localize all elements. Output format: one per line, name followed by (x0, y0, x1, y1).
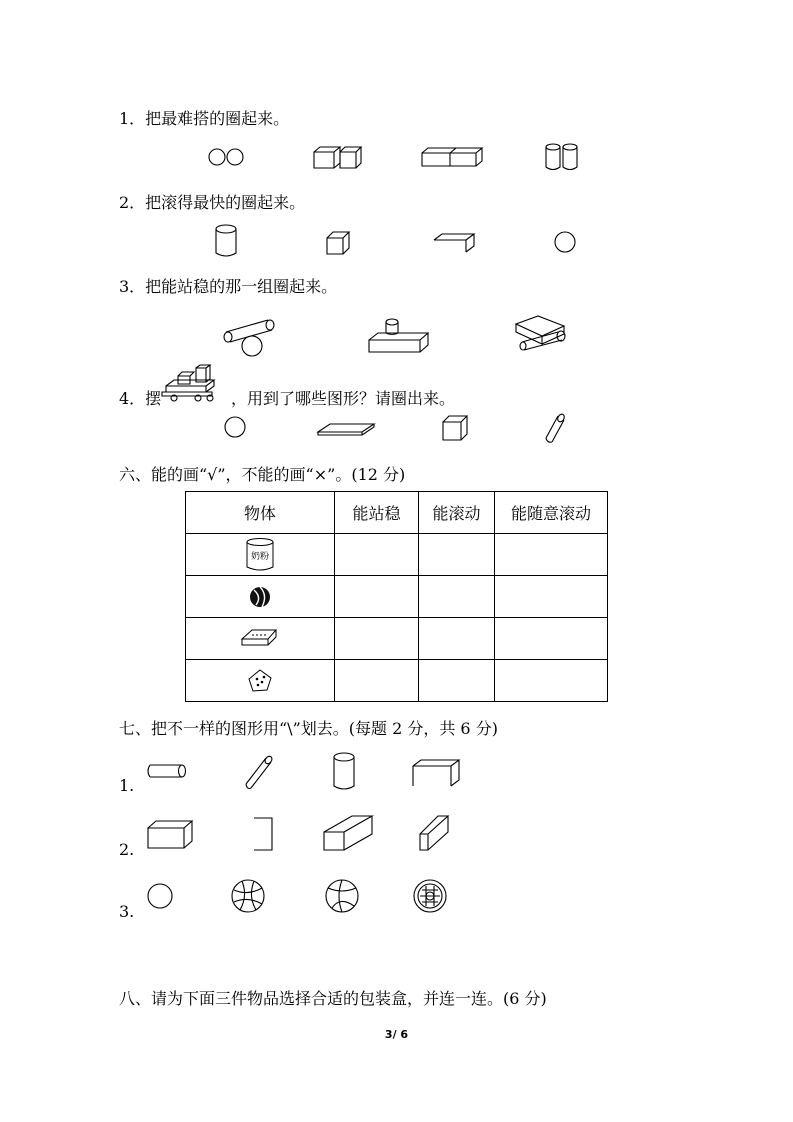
flat-cuboid-icon[interactable] (432, 232, 476, 254)
two-cylinders-icon[interactable] (542, 142, 584, 172)
two-spheres-icon[interactable] (208, 146, 248, 170)
cuboid-icon[interactable] (146, 818, 196, 852)
answer-cell[interactable] (495, 534, 608, 576)
cube-icon[interactable] (325, 230, 351, 256)
sphere-icon[interactable] (553, 230, 579, 256)
header-roll: 能滚动 (419, 492, 495, 534)
long-cuboid-icon[interactable] (322, 814, 374, 854)
answer-cell[interactable] (335, 618, 419, 660)
two-cubes-icon[interactable] (312, 144, 362, 170)
dice-icon (247, 668, 273, 694)
cylinder-icon[interactable] (213, 224, 239, 260)
cylinder-icon[interactable] (330, 752, 358, 792)
milk-powder-can-icon (243, 537, 277, 573)
answer-cell[interactable] (419, 576, 495, 618)
table-row (186, 660, 608, 702)
answer-cell[interactable] (495, 660, 608, 702)
answer-cell[interactable] (495, 618, 608, 660)
question-2: 2．把滚得最快的圈起来。 (119, 193, 306, 212)
question-1: 1．把最难搭的圈起来。 (119, 109, 290, 128)
table-row (186, 576, 608, 618)
flat-board-icon[interactable] (316, 420, 378, 438)
s7-item-3-number: 3. (119, 902, 135, 921)
table-row (186, 618, 608, 660)
beach-ball-icon[interactable] (324, 878, 362, 916)
section-8-title: 八、请为下面三件物品选择合适的包装盒，并连一连。(6 分) (119, 989, 547, 1008)
section-6-table (185, 491, 608, 702)
tilted-cylinder-icon[interactable] (542, 412, 568, 444)
ball-icon (248, 585, 272, 609)
question-4-prefix: 4．摆 (119, 389, 162, 408)
cylinder-on-ball-icon[interactable] (222, 316, 282, 358)
box-icon (240, 627, 280, 651)
answer-cell[interactable] (335, 660, 419, 702)
block-train-icon[interactable] (160, 362, 226, 402)
answer-cell[interactable] (335, 534, 419, 576)
s7-item-2-number: 2. (119, 840, 135, 859)
cuboid-icon[interactable] (411, 758, 461, 790)
lying-cylinder-icon[interactable] (146, 762, 188, 780)
answer-cell[interactable] (419, 618, 495, 660)
page-number: 3/ 6 (384, 1028, 409, 1041)
tilted-cylinder-icon[interactable] (242, 754, 276, 792)
section-6-title: 六、能的画“√”，不能的画“×”。(12 分) (119, 465, 406, 484)
edge-shape-icon[interactable] (252, 816, 276, 854)
cube-icon[interactable] (441, 414, 471, 444)
can-label: 奶粉 (250, 551, 270, 562)
s7-item-1-number: 1. (119, 776, 135, 795)
answer-cell[interactable] (419, 660, 495, 702)
answer-cell[interactable] (495, 576, 608, 618)
question-4-suffix: ，用到了哪些图形？请圈出来。 (231, 389, 456, 408)
header-object: 物体 (186, 492, 335, 534)
question-3: 3．把能站稳的那一组圈起来。 (119, 277, 338, 296)
patterned-ball-icon[interactable] (412, 878, 450, 916)
header-stand: 能站稳 (335, 492, 419, 534)
sphere-icon[interactable] (146, 882, 176, 912)
answer-cell[interactable] (419, 534, 495, 576)
volleyball-icon[interactable] (230, 878, 268, 916)
tall-cuboid-icon[interactable] (418, 812, 452, 854)
two-cuboids-icon[interactable] (420, 146, 484, 168)
header-roll-freely: 能随意滚动 (495, 492, 608, 534)
table-row (186, 534, 608, 576)
answer-cell[interactable] (335, 576, 419, 618)
section-7-title: 七、把不一样的图形用“\”划去。(每题 2 分，共 6 分) (119, 719, 498, 738)
sphere-icon[interactable] (224, 416, 250, 442)
cylinder-on-box-icon[interactable] (366, 316, 432, 356)
box-on-cylinder-icon[interactable] (512, 312, 572, 352)
